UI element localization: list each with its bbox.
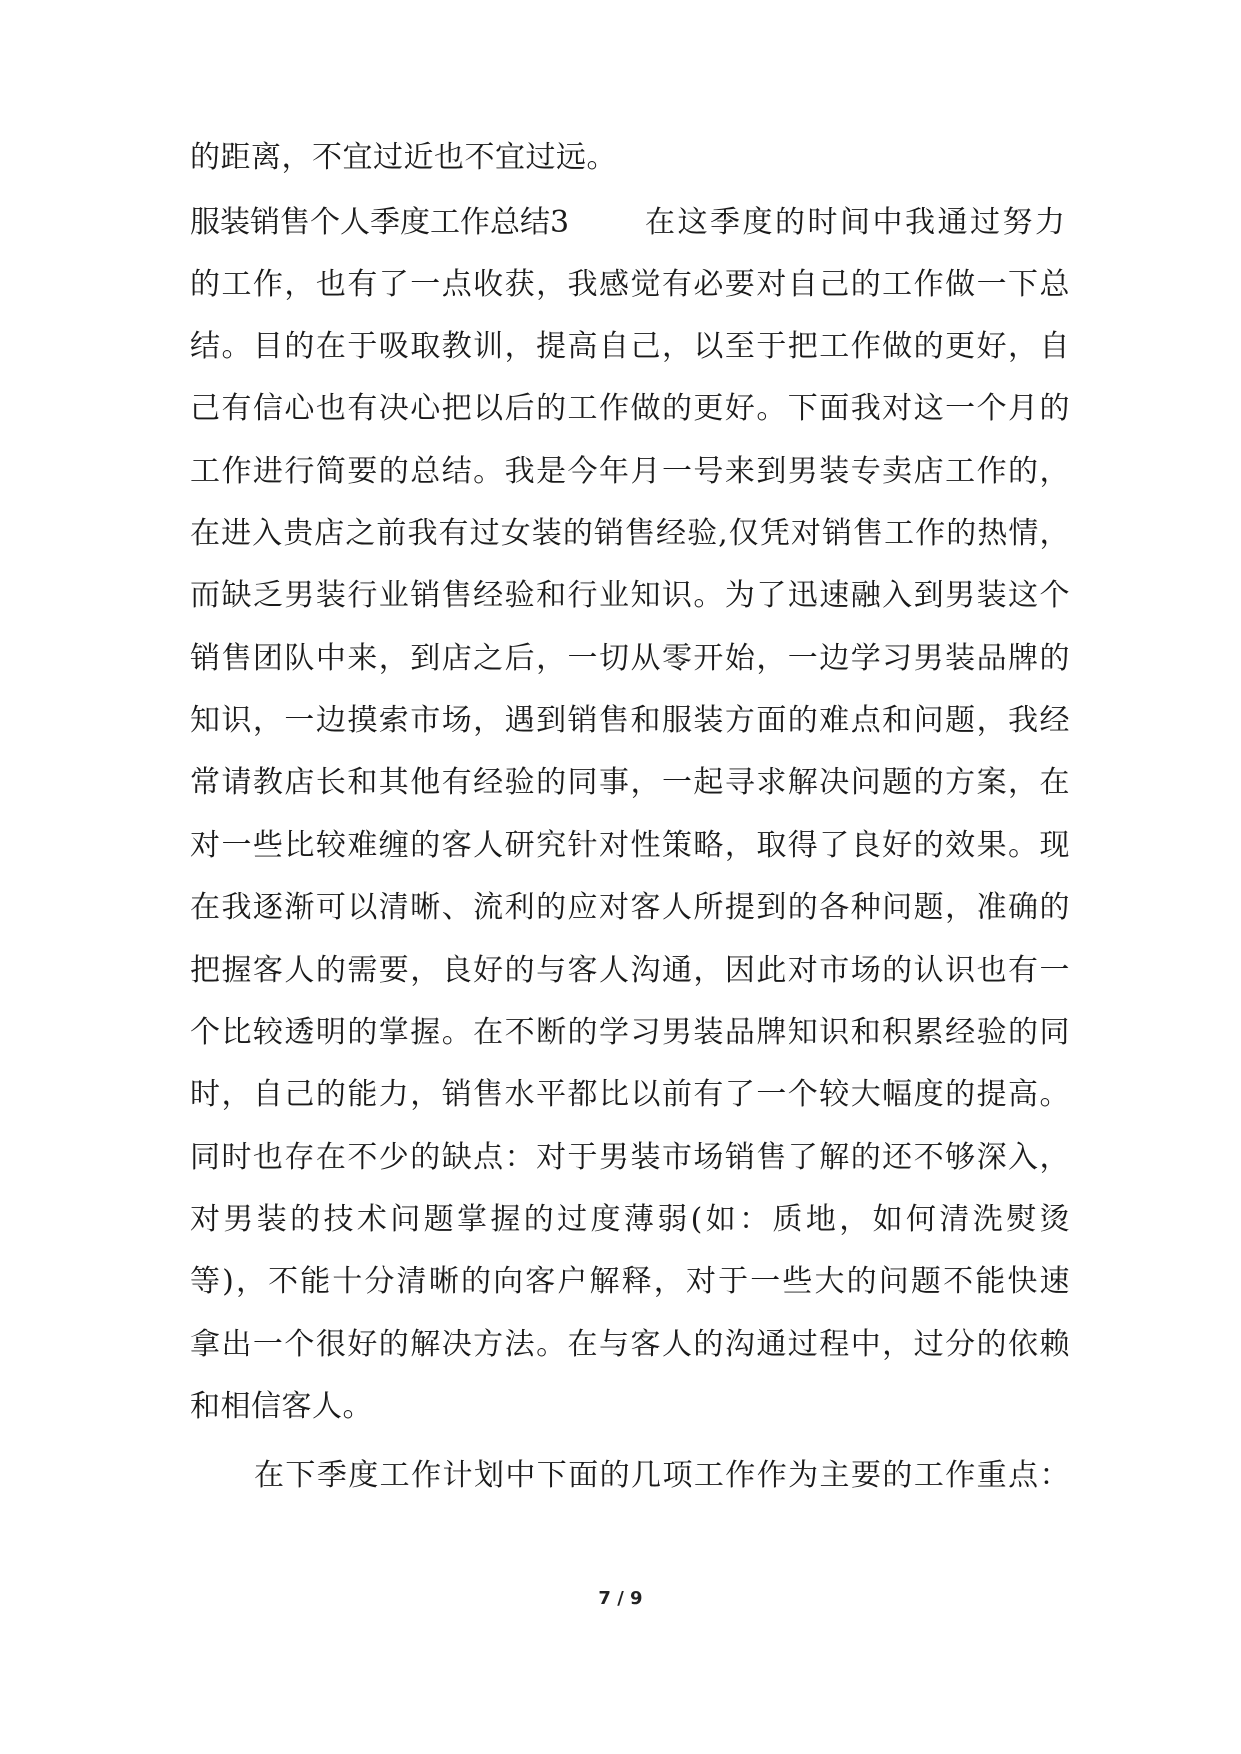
final-paragraph: 在下季度工作计划中下面的几项工作作为主要的工作重点： <box>254 1458 1070 1493</box>
text-line-4: 结。目的在于吸取教训，提高自己，以至于把工作做的更好，自 <box>190 329 1070 364</box>
text-line-16: 时，自己的能力，销售水平都比以前有了一个较大幅度的提高。 <box>190 1077 1070 1112</box>
text-line-3: 的工作，也有了一点收获，我感觉有必要对自己的工作做一下总 <box>190 267 1070 302</box>
text-line-12: 对一些比较难缠的客人研究针对性策略，取得了良好的效果。现 <box>190 828 1070 863</box>
text-line-15: 个比较透明的掌握。在不断的学习男装品牌知识和积累经验的同 <box>190 1015 1070 1050</box>
text-line-5: 己有信心也有决心把以后的工作做的更好。下面我对这一个月的 <box>190 391 1070 426</box>
text-line-7: 在进入贵店之前我有过女装的销售经验,仅凭对销售工作的热情， <box>190 516 1070 551</box>
text-line-14: 把握客人的需要，良好的与客人沟通，因此对市场的认识也有一 <box>190 953 1070 988</box>
text-line-9: 销售团队中来，到店之后，一切从零开始，一边学习男装品牌的 <box>190 641 1070 676</box>
text-line-13: 在我逐渐可以清晰、流利的应对客人所提到的各种问题，准确的 <box>190 890 1070 925</box>
text-line-20: 拿出一个很好的解决方法。在与客人的沟通过程中，过分的依赖 <box>190 1327 1070 1362</box>
text-line-21: 和相信客人。 <box>190 1389 373 1424</box>
section-title: 服装销售个人季度工作总结3 <box>190 205 570 240</box>
text-line-19: 等)，不能十分清晰的向客户解释，对于一些大的问题不能快速 <box>190 1264 1070 1299</box>
text-line-18: 对男装的技术问题掌握的过度薄弱(如：质地，如何清洗熨烫 <box>190 1202 1070 1237</box>
text-line-8: 而缺乏男装行业销售经验和行业知识。为了迅速融入到男装这个 <box>190 578 1070 613</box>
text-line-11: 常请教店长和其他有经验的同事，一起寻求解决问题的方案，在 <box>190 765 1070 800</box>
section-heading-line <box>190 191 1070 255</box>
page-number: 7 / 9 <box>598 1588 643 1609</box>
text-line-10: 知识，一边摸索市场，遇到销售和服装方面的难点和问题，我经 <box>190 703 1070 738</box>
text-line-17: 同时也存在不少的缺点：对于男装市场销售了解的还不够深入， <box>190 1140 1070 1175</box>
section-intro-text: 在这季度的时间中我通过努力 <box>645 205 1065 240</box>
text-line-1: 的距离，不宜过近也不宜过远。 <box>190 140 617 175</box>
text-line-6: 工作进行简要的总结。我是今年月一号来到男装专卖店工作的， <box>190 454 1070 489</box>
